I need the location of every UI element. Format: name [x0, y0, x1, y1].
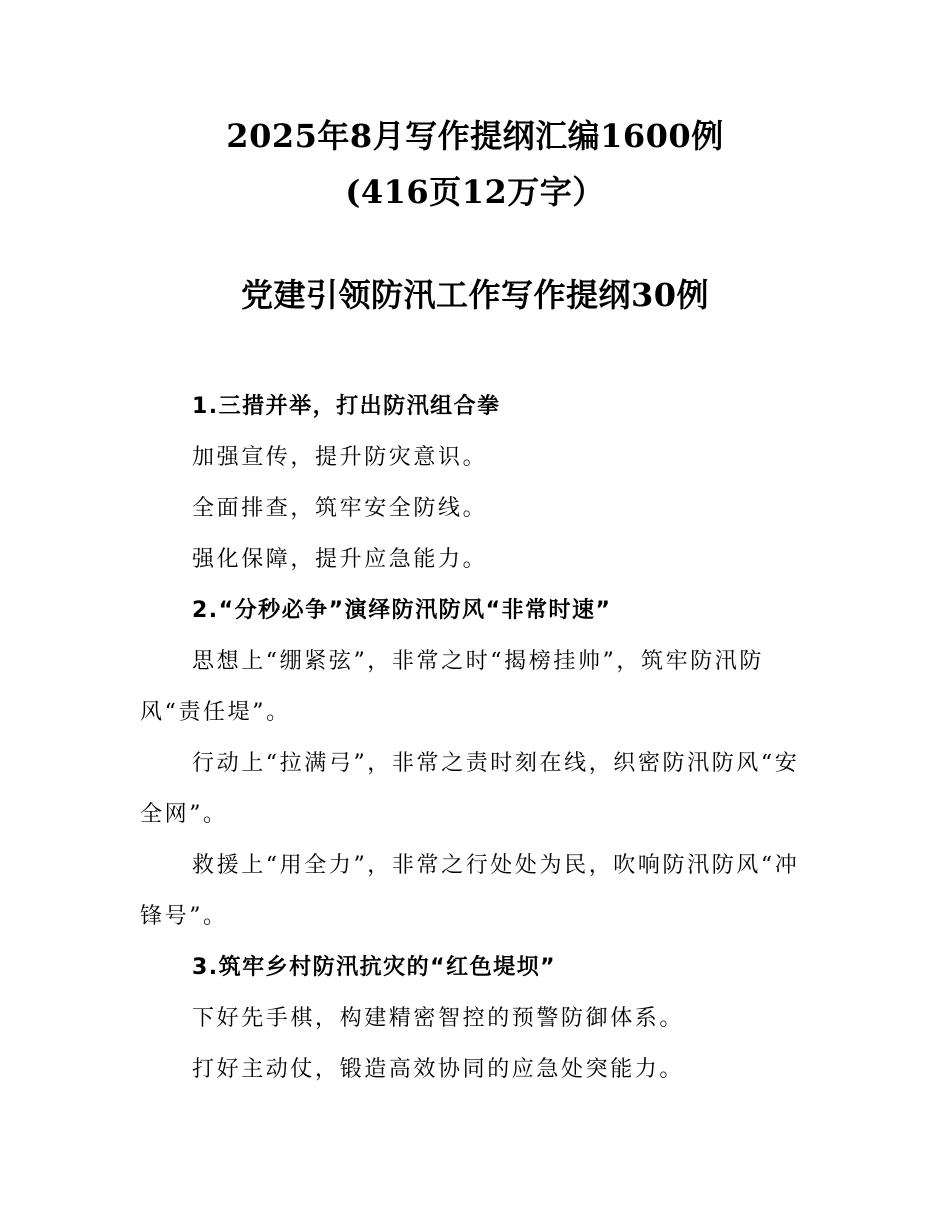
paragraph: 加强宣传，提升防灾意识。	[192, 445, 488, 470]
section-heading-1: 1.三措并举，打出防汛组合拳	[192, 394, 501, 419]
section-heading-3: 3.筑牢乡村防汛抗灾的“红色堤坝”	[192, 955, 557, 980]
paragraph: 下好先手棋，构建精密智控的预警防御体系。	[192, 1006, 685, 1031]
paragraph: 全面排查，筑牢安全防线。	[192, 496, 488, 521]
paragraph: 打好主动仗，锻造高效协同的应急处突能力。	[192, 1057, 685, 1082]
paragraph: 强化保障，提升应急能力。	[192, 547, 488, 572]
document-title-line-1: 2025年8月写作提纲汇编1600例	[226, 117, 724, 155]
paragraph: 思想上“绷紧弦”，非常之时“揭榜挂帅”，筑牢防汛防风“责任堤”。	[140, 649, 764, 725]
paragraph: 救援上“用全力”，非常之行处处为民，吹响防汛防风“冲锋号”。	[140, 853, 800, 929]
paragraph: 行动上“拉满弓”，非常之责时刻在线，织密防汛防风“安全网”。	[140, 751, 800, 827]
section-heading-2: 2.“分秒必争”演绎防汛防风“非常时速”	[192, 598, 612, 623]
document-body	[140, 381, 812, 1095]
document-title-line-2: (416页12万字）	[345, 173, 605, 211]
document-subtitle: 党建引领防汛工作写作提纲30例	[240, 276, 710, 314]
